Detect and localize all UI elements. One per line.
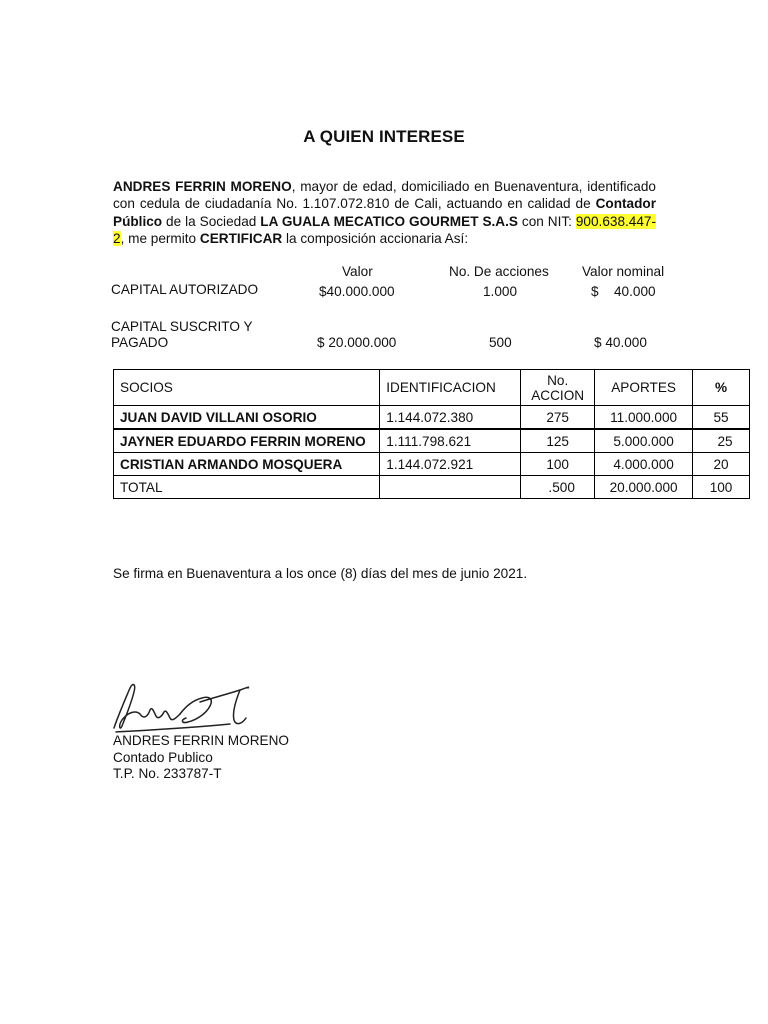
total-label: TOTAL [114, 476, 380, 499]
capital-autorizado-valor: $40.000.000 [319, 284, 395, 299]
capital-suscrito-label-1: CAPITAL SUSCRITO Y [111, 319, 253, 334]
socio-acciones: 100 [521, 453, 595, 476]
capital-suscrito-acciones: 500 [489, 335, 512, 350]
header-acciones: No. De acciones [449, 264, 549, 279]
socio-id: 1.144.072.921 [380, 453, 521, 476]
socio-name: JUAN DAVID VILLANI OSORIO [114, 406, 380, 430]
socio-aportes: 4.000.000 [595, 453, 693, 476]
header-identificacion: IDENTIFICACION [380, 370, 521, 406]
socio-pct: 20 [693, 453, 750, 476]
table-header-row [114, 370, 750, 406]
signer-tp: T.P. No. 233787-T [113, 766, 222, 782]
company-name: LA GUALA MECATICO GOURMET S.A.S [260, 213, 518, 229]
header-no-accion: No. ACCION [521, 370, 595, 406]
shareholders-table [113, 369, 750, 499]
total-acciones: .500 [521, 476, 595, 499]
total-aportes: 20.000.000 [595, 476, 693, 499]
socio-acciones: 125 [521, 429, 595, 453]
signer-role: Contado Publico [113, 749, 213, 765]
socio-pct: 25 [693, 429, 750, 453]
socio-name: JAYNER EDUARDO FERRIN MORENO [114, 429, 380, 453]
table-row [114, 453, 750, 476]
socio-id: 1.111.798.621 [380, 429, 521, 453]
capital-suscrito-valor: $ 20.000.000 [317, 335, 397, 350]
socio-aportes: 11.000.000 [595, 406, 693, 430]
socio-name: CRISTIAN ARMANDO MOSQUERA [114, 453, 380, 476]
header-aportes: APORTES [595, 370, 693, 406]
closing-statement: Se firma en Buenaventura a los once (8) días del mes de junio 2021. [113, 566, 528, 581]
capital-autorizado-nominal: 40.000 [614, 284, 656, 299]
table-row [114, 429, 750, 453]
socio-aportes: 5.000.000 [595, 429, 693, 453]
signer-name: ANDRES FERRIN MORENO [113, 733, 289, 748]
intro-paragraph: ANDRES FERRIN MORENO, mayor de edad, domiciliado en Buenaventura, identificado con cedula de ciudadanía No. 1.107.072.810 de Cali, actuando en calidad de Contador Público de la Sociedad LA GUALA MECATICO GOURMET S.A.S con NIT: 900.638.447-2, me permito CERTIFICAR la composición accionaria Así: [113, 179, 656, 247]
capital-suscrito-nominal: $ 40.000 [594, 335, 647, 350]
page-title: A QUIEN INTERESE [303, 127, 465, 146]
capital-suscrito-label-2: PAGADO [111, 335, 169, 350]
accountant-role: Contador Público [113, 196, 656, 229]
total-id [380, 476, 521, 499]
signature-image [110, 676, 260, 736]
capital-autorizado-nominal-symbol: $ [591, 284, 599, 299]
socio-pct: 55 [693, 406, 750, 430]
certify-word: CERTIFICAR [199, 231, 283, 247]
accountant-name: ANDRES FERRIN MORENO [113, 179, 292, 194]
table-total-row [114, 476, 750, 499]
header-valor: Valor [342, 264, 373, 279]
socio-id: 1.144.072.380 [380, 406, 521, 430]
capital-autorizado-acciones: 1.000 [483, 284, 518, 299]
socio-acciones: 275 [521, 406, 595, 430]
nit-number: 900.638.447-2 [113, 213, 656, 247]
signature-block [113, 733, 289, 783]
table-row [114, 406, 750, 430]
header-nominal: Valor nominal [582, 264, 665, 279]
total-pct: 100 [693, 476, 750, 499]
capital-autorizado-label: CAPITAL AUTORIZADO [111, 282, 259, 297]
header-socios: SOCIOS [114, 370, 380, 406]
header-percent: % [693, 370, 750, 406]
